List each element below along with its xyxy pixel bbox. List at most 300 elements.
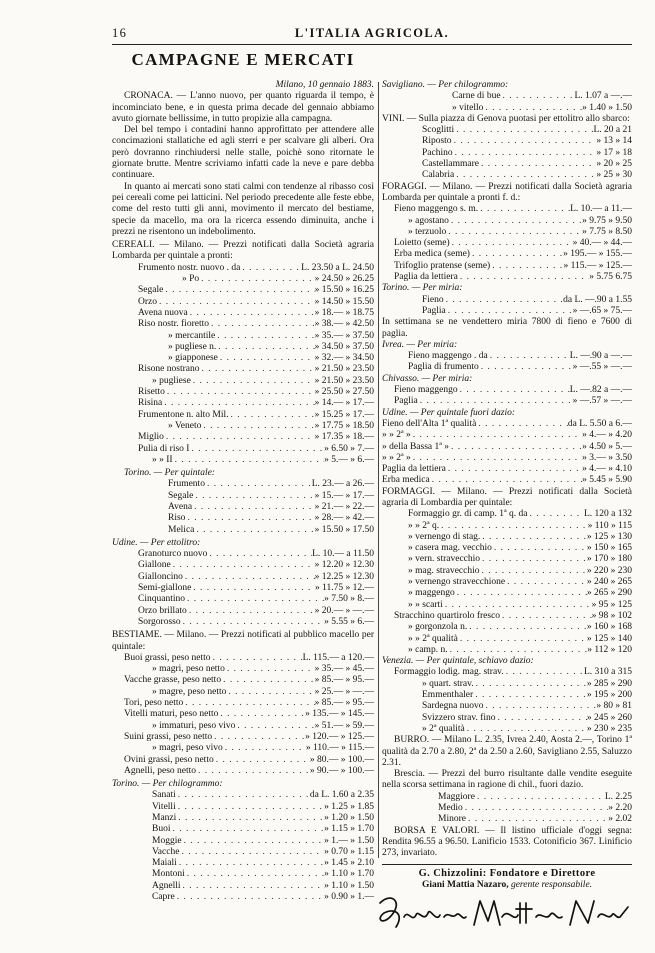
price-row xyxy=(112,513,374,524)
price-row-value: » 112 » 120 xyxy=(587,644,632,655)
price-row-value: » 1.25 » 1.85 xyxy=(324,801,374,812)
price-row xyxy=(382,136,632,147)
left-column xyxy=(112,80,374,903)
dot-leader xyxy=(191,376,315,387)
dot-leader xyxy=(218,353,315,364)
dot-leader xyxy=(183,698,314,709)
manager-name: Giani Mattia Nazaro, xyxy=(421,879,509,890)
price-row-value: » —.57 » —.— xyxy=(572,396,632,407)
price-row xyxy=(112,721,374,732)
dot-leader xyxy=(480,532,587,543)
price-row-label: Fieno dell'Alta 1ª qualità xyxy=(382,418,477,429)
price-row xyxy=(382,588,632,599)
savigliano-heading: Savigliano. — Per chilogrammo: xyxy=(382,80,509,90)
price-row-value: da L. —.90 a 1.55 xyxy=(563,294,632,305)
price-row-label: » magri, peso netto xyxy=(152,664,225,675)
dot-leader xyxy=(492,543,587,554)
dot-leader xyxy=(446,306,573,317)
dot-leader xyxy=(483,701,596,712)
price-row-value: » 90.— » 100.— xyxy=(309,765,374,776)
page-number: 16 xyxy=(112,26,128,40)
dot-leader xyxy=(458,385,570,396)
price-row-label: Avena xyxy=(168,501,193,512)
price-row xyxy=(112,709,374,720)
running-header xyxy=(112,26,632,42)
torino-cereali-heading: Torino. — Per quintale: xyxy=(124,468,215,479)
price-row xyxy=(382,701,632,712)
price-row-value: » 35.— » 37.50 xyxy=(314,330,374,341)
price-row xyxy=(112,455,374,466)
price-row-label: Giallone xyxy=(138,560,171,571)
price-row xyxy=(382,724,632,735)
dot-leader xyxy=(473,690,587,701)
price-row-label: Segale xyxy=(168,490,194,501)
header-rule xyxy=(112,44,632,45)
torino-carni-heading: Torino. — Per chilogrammo: xyxy=(112,779,223,790)
price-row-label: Medio xyxy=(438,803,463,813)
price-row-value: » 15.— » 17.— xyxy=(314,490,374,501)
price-row-label: Paglia xyxy=(422,305,446,316)
dot-leader xyxy=(475,792,605,803)
price-row xyxy=(112,892,374,903)
cereali-table xyxy=(112,263,374,466)
dot-leader xyxy=(452,136,597,147)
formaggi-table xyxy=(382,509,632,656)
price-row xyxy=(112,549,374,560)
price-row xyxy=(112,790,374,801)
price-row-value: » 85.— » 95.— xyxy=(314,675,374,686)
price-row-label: » terzuolo xyxy=(408,226,447,237)
foraggi-table xyxy=(382,204,632,283)
price-row xyxy=(112,698,374,709)
price-row xyxy=(112,869,374,880)
dot-leader xyxy=(193,491,314,502)
price-row-label: Vacche xyxy=(152,846,180,857)
price-row xyxy=(382,227,632,238)
price-row xyxy=(382,667,632,678)
price-row-label: » » 2ª » xyxy=(382,430,411,441)
price-row-label: Maiali xyxy=(152,858,177,869)
price-row-value: » 195 » 200 xyxy=(586,690,632,701)
manager-line xyxy=(382,880,632,891)
dot-leader xyxy=(504,667,584,678)
dot-leader xyxy=(170,824,324,835)
price-row-value: » 9.75 » 9.50 xyxy=(582,215,632,226)
price-row-label: Avena nuova xyxy=(138,307,188,318)
dot-leader xyxy=(176,790,310,801)
chivasso-table xyxy=(382,385,632,408)
price-row-value: » 17.35 » 18.— xyxy=(314,432,374,443)
dot-leader xyxy=(474,679,587,690)
price-row xyxy=(382,509,632,520)
dot-leader xyxy=(157,297,315,308)
dot-leader xyxy=(185,594,324,605)
dot-leader xyxy=(528,509,584,520)
price-row xyxy=(382,204,632,215)
price-row-value: » 3.— » 3.50 xyxy=(582,452,632,463)
price-row-value: » 15.25 » 17.— xyxy=(314,409,374,420)
dot-leader xyxy=(411,453,582,464)
dot-leader xyxy=(191,583,315,594)
price-row-value: » 1.10 » 1.50 xyxy=(324,880,374,891)
udine-cereali-table xyxy=(112,549,374,628)
price-row-label: Manzi xyxy=(152,813,177,823)
price-row xyxy=(382,91,632,102)
price-row-value: » 125 » 130 xyxy=(586,531,632,542)
savigliano-table xyxy=(382,91,632,114)
price-row-value: » 38.— » 42.50 xyxy=(314,319,374,330)
price-row-label: Calabria xyxy=(422,170,455,181)
price-row xyxy=(112,525,374,536)
dot-leader xyxy=(183,572,315,583)
price-row xyxy=(382,272,632,283)
price-row-label: » gorgonzola n. xyxy=(408,622,468,633)
price-row-value: » 110.— » 115.— xyxy=(305,743,374,754)
torino-carni-table xyxy=(112,790,374,903)
price-row-label: » » 2ª » xyxy=(382,452,411,463)
cronaca-paragraph: CRONACA. — L'anno nuovo, per quanto riguarda il tempo, è incominciato bene, e in questa prima decade del gennaio abbiamo avuto giornate bellissime, in tutto propizie alla campagna. xyxy=(112,91,374,124)
price-row-value: » 17.75 » 18.50 xyxy=(314,420,374,431)
price-row-label: Maggiore xyxy=(438,791,475,802)
price-row-value: L. 23.— a 26.— xyxy=(311,479,374,490)
price-row xyxy=(382,634,632,645)
dot-leader xyxy=(235,721,314,732)
price-row-value: » 80.— » 100.— xyxy=(309,754,374,765)
price-row-value: » 98 » 102 xyxy=(591,610,632,621)
price-row-value: » 1.15 » 1.70 xyxy=(324,824,374,835)
price-row-value: » 110 » 115 xyxy=(587,520,632,531)
price-row-label: » mercantile xyxy=(168,330,216,341)
cereali-heading: CEREALI. — Milano. — Prezzi notificati dalla Società agraria Lombarda per quintale a pronti: xyxy=(112,240,374,262)
dot-leader xyxy=(454,125,593,136)
dot-leader xyxy=(164,432,315,443)
price-row-label: Vitelli maturi, peso netto xyxy=(124,709,219,720)
price-row xyxy=(112,319,374,330)
dot-leader xyxy=(212,732,305,743)
dot-leader xyxy=(449,442,582,453)
price-row-value: » 220 » 230 xyxy=(586,565,632,576)
dot-leader xyxy=(188,308,315,319)
price-row-value: » 240 » 265 xyxy=(586,577,632,588)
price-row xyxy=(112,802,374,813)
dateline: Milano, 10 gennaio 1883. xyxy=(275,80,374,90)
dot-leader xyxy=(199,364,314,375)
price-row-value: » 5.55 » 6.— xyxy=(324,616,374,627)
price-row-label: Capre xyxy=(152,892,175,903)
price-row xyxy=(112,285,374,296)
price-row-label: Vacche grasse, peso netto xyxy=(124,675,222,686)
price-row-label: Sorgorosso xyxy=(138,616,181,627)
price-row-label: Riso xyxy=(168,513,186,524)
price-row-label: Cinquantino xyxy=(138,594,185,605)
price-row xyxy=(382,679,632,690)
price-row-label: » » scarti xyxy=(408,599,443,610)
dot-leader xyxy=(226,687,314,698)
dot-leader xyxy=(480,554,587,565)
price-row-value: » 15.50 » 17.50 xyxy=(314,524,374,535)
price-row-label: Erba medica xyxy=(382,475,430,486)
price-row xyxy=(112,491,374,502)
price-row xyxy=(112,274,374,285)
price-row-value: » 25 » 30 xyxy=(596,170,632,181)
dot-leader xyxy=(201,421,314,432)
price-row-value: L. 23.50 a L. 24.50 xyxy=(301,262,374,273)
dot-leader xyxy=(444,295,563,306)
udine-cereali-heading: Udine. — Per ettolitro: xyxy=(112,537,201,548)
price-row-value: » 230 » 235 xyxy=(586,723,632,734)
burro-paragraph: BURRO. — Milano L. 2.35, Ivrea 2.40, Aosta 2.—, Torino 1ª qualità da 2.70 a 2.80, 2ª da 2.50 a 2.60, Savigliano 2.55, Saluzzo 2.31. xyxy=(382,735,632,768)
price-row xyxy=(112,342,374,353)
price-row-label: Paglia xyxy=(394,396,418,407)
price-row-value: » 2.02 xyxy=(608,814,632,825)
price-row-value: » 1.— » 1.50 xyxy=(324,835,374,846)
running-title: L'ITALIA AGRICOLA. xyxy=(294,26,450,40)
dot-leader xyxy=(501,91,575,102)
price-row-value: L. 1.07 a —.— xyxy=(574,91,632,102)
price-row-label: » camp. n. xyxy=(408,644,448,655)
price-row-value: » 245 » 260 xyxy=(586,712,632,723)
price-row-value: » 120.— » 125.— xyxy=(305,731,374,742)
price-row-label: Sardegna nuovo xyxy=(422,701,484,712)
price-row-label: Risetto xyxy=(138,387,165,398)
price-row-label: » vern. stravecchio xyxy=(408,554,481,565)
price-row-value: » 34.50 » 37.50 xyxy=(314,341,374,352)
price-row-value: L. 10.— a 11.50 xyxy=(312,549,374,560)
price-row xyxy=(112,583,374,594)
dot-leader xyxy=(176,813,324,824)
price-row-label: Buoi grassi, peso netto xyxy=(124,652,211,663)
price-row-value: » 40.— » 44.— xyxy=(572,238,632,249)
price-row-label: Gialloncino xyxy=(138,571,183,582)
dot-leader xyxy=(411,430,582,441)
dot-leader xyxy=(458,272,589,283)
dot-leader xyxy=(467,622,587,633)
price-row-label: » vitello xyxy=(452,102,484,113)
price-row-value: » 25.50 » 27.50 xyxy=(314,387,374,398)
price-row xyxy=(382,125,632,136)
price-row xyxy=(382,306,632,317)
dot-leader xyxy=(185,869,324,880)
price-row-label: Miglio xyxy=(138,432,164,443)
torino-foraggi-note: In settimana se ne vendettero miria 7800 di fieno e 7600 di paglia. xyxy=(382,317,632,339)
price-row-value: » 14.50 » 15.50 xyxy=(314,296,374,307)
dot-leader xyxy=(173,455,325,466)
price-row-label: » mag. stravecchio xyxy=(408,565,480,576)
price-row-value: » —.55 » —.— xyxy=(572,362,632,373)
dot-leader xyxy=(443,600,592,611)
price-row-value: » 5.75 6.75 xyxy=(589,272,632,283)
price-row-value: L. 2.25 xyxy=(604,791,632,802)
price-row-value: » 24.50 » 26.25 xyxy=(314,274,374,285)
price-row-value: L. 20 a 21 xyxy=(593,125,632,136)
section-title: CAMPAGNE E MERCATI xyxy=(131,50,355,69)
price-row xyxy=(112,755,374,766)
price-row-value: da L. 5.50 a 6.— xyxy=(567,418,632,429)
price-row xyxy=(112,364,374,375)
price-row xyxy=(112,444,374,455)
price-row xyxy=(112,376,374,387)
dot-leader xyxy=(496,713,587,724)
price-row xyxy=(112,664,374,675)
dot-leader xyxy=(171,560,315,571)
dot-leader xyxy=(179,847,324,858)
price-row-value: » 12.20 » 12.30 xyxy=(314,560,374,571)
price-row-value: » 285 » 290 xyxy=(586,678,632,689)
price-row-value: » 11.75 » 12.— xyxy=(314,583,374,594)
price-row xyxy=(382,803,632,814)
dot-leader xyxy=(177,858,324,869)
price-row-label: Ovini grassi, peso netto xyxy=(124,754,214,765)
dot-leader xyxy=(211,653,303,664)
dot-leader xyxy=(446,227,582,238)
price-row-value: » 0.70 » 1.15 xyxy=(324,846,374,857)
price-row-value: » 5.— » 6.— xyxy=(324,454,374,465)
price-row-value: » 21.— » 22.— xyxy=(314,501,374,512)
venezia-table xyxy=(382,667,632,735)
price-row-value: » 6.50 » 7.— xyxy=(324,443,374,454)
price-row-value: » 1.45 » 2.10 xyxy=(324,858,374,869)
price-row xyxy=(112,421,374,432)
burro-table xyxy=(382,792,632,826)
price-row-label: Frumento xyxy=(168,479,205,490)
price-row-label: » » II xyxy=(152,454,173,465)
dot-leader xyxy=(453,148,597,159)
dot-leader xyxy=(187,606,315,617)
price-row-label: » quart. strav. xyxy=(422,678,474,689)
price-row-value: » 160 » 168 xyxy=(586,622,632,633)
dot-leader xyxy=(483,103,582,114)
price-row xyxy=(112,308,374,319)
price-row xyxy=(382,554,632,565)
price-row xyxy=(382,600,632,611)
dot-leader xyxy=(182,836,325,847)
price-row xyxy=(382,792,632,803)
dot-leader xyxy=(500,611,592,622)
chivasso-heading: Chivasso. — Per miria: xyxy=(382,373,473,384)
price-row xyxy=(382,645,632,656)
price-row-label: Orzo xyxy=(138,296,157,307)
dot-leader xyxy=(466,814,608,825)
price-row-label: » pugliese xyxy=(152,375,191,386)
price-row-label: Carne di bue xyxy=(452,91,501,102)
dot-leader xyxy=(430,475,582,486)
price-row-label: Buoi xyxy=(152,824,171,835)
price-row xyxy=(112,732,374,743)
dot-leader xyxy=(449,216,582,227)
price-row-value: L. —.82 a —.— xyxy=(569,385,632,396)
price-row-label: Agnelli, peso netto xyxy=(124,765,197,776)
dot-leader xyxy=(223,743,306,754)
price-row-label: Minore xyxy=(438,814,466,825)
price-row-value: » 135.— » 145.— xyxy=(305,709,374,720)
price-row xyxy=(382,814,632,825)
price-row-value: » —.65 » 75.— xyxy=(572,305,632,316)
price-row xyxy=(112,653,374,664)
price-row-label: Segale xyxy=(138,285,164,296)
dot-leader xyxy=(478,204,570,215)
dot-leader xyxy=(189,444,324,455)
price-row-label: Svizzero strav. fino xyxy=(422,712,496,723)
dot-leader xyxy=(463,803,608,814)
price-row-label: Scoglitti xyxy=(422,125,455,136)
price-row xyxy=(382,261,632,272)
price-row-label: Risina xyxy=(138,398,163,409)
dot-leader xyxy=(450,238,573,249)
dot-leader xyxy=(207,549,312,560)
price-row-label: Riso nostr. fioretto xyxy=(138,319,209,330)
price-row-value: » 115.— » 125.— xyxy=(563,260,632,271)
price-row-value: » 0.90 » 1.— xyxy=(324,892,374,903)
price-row-label: Formaggio gr. di camp. 1ª q. da xyxy=(408,509,528,520)
formaggi-heading: FORMAGGI. — Milano. — Prezzi notificati dalla Società agraria di Lombardia per quintale: xyxy=(382,486,632,508)
price-row xyxy=(112,331,374,342)
price-row xyxy=(382,622,632,633)
price-row-label: Granoturco nuovo xyxy=(138,549,208,560)
price-row-value: » 4.— » 4.20 xyxy=(582,430,632,441)
dot-leader xyxy=(199,274,314,285)
price-row xyxy=(382,295,632,306)
price-row xyxy=(112,766,374,777)
price-row xyxy=(382,713,632,724)
dot-leader xyxy=(215,331,314,342)
price-row-label: » pugliese n. xyxy=(168,341,217,352)
price-row xyxy=(112,836,374,847)
dot-leader xyxy=(490,261,563,272)
price-row-label: Paglia da lettiera xyxy=(382,464,446,475)
dot-leader xyxy=(196,766,310,777)
price-row-label: Semi-giallone xyxy=(138,583,192,594)
price-row-label: Orzo brillato xyxy=(138,605,187,616)
price-row-label: » casera mag. vecchio xyxy=(408,543,492,554)
price-row-label: » immaturi, peso vivo xyxy=(152,720,236,731)
dot-leader xyxy=(465,724,587,735)
markets-paragraph: In quanto ai mercati sono stati calmi con tendenze al ribasso così pei cereali come pei latticini. Nel periodo precedente alle feste ebbe, come del resto tutti gli anni, movimento il mercato del bestiame, specie da macello, ma ora la ricerca essendo diminuita, anche i prezzi ne risentono un indebolimento. xyxy=(112,181,374,237)
price-row xyxy=(382,238,632,249)
price-row-label: Erba medica (seme) xyxy=(394,249,470,260)
price-row xyxy=(382,396,632,407)
price-row-label: » Veneto xyxy=(168,420,202,431)
dot-leader xyxy=(165,387,315,398)
price-row-label: » magri, peso vivo xyxy=(152,743,223,754)
price-row xyxy=(112,594,374,605)
price-row xyxy=(382,453,632,464)
vini-table xyxy=(382,125,632,181)
column-divider xyxy=(378,82,379,858)
price-row-label: Pachino xyxy=(422,147,453,158)
price-row xyxy=(112,572,374,583)
price-row xyxy=(112,824,374,835)
dot-leader xyxy=(218,709,305,720)
price-row xyxy=(112,297,374,308)
price-row-label: » » 2ª qualità xyxy=(408,633,458,644)
price-row-value: » 15.50 » 16.25 xyxy=(314,285,374,296)
price-row-value: » 1.10 » 1.70 xyxy=(324,869,374,880)
price-row xyxy=(382,464,632,475)
price-row xyxy=(382,419,632,430)
dot-leader xyxy=(448,645,588,656)
price-row-value: » 17 » 18 xyxy=(596,147,632,158)
price-row-value: L. 115.— a 120.— xyxy=(302,652,374,663)
price-row xyxy=(382,475,632,486)
price-row-value: » 12.25 » 12.30 xyxy=(314,571,374,582)
dot-leader xyxy=(163,285,314,296)
price-row xyxy=(382,385,632,396)
price-row-label: Fieno maggengo . da xyxy=(408,351,488,362)
brescia-paragraph: Brescia. — Prezzi del burro risultante dalle vendite eseguite nella scorsa settimana in ragione di chil., fuori dazio. xyxy=(382,769,632,791)
torino-foraggi-heading: Torino. — Per miria: xyxy=(382,283,463,294)
price-row xyxy=(382,611,632,622)
price-row-label: Trifoglio pratense (seme) xyxy=(394,260,491,271)
